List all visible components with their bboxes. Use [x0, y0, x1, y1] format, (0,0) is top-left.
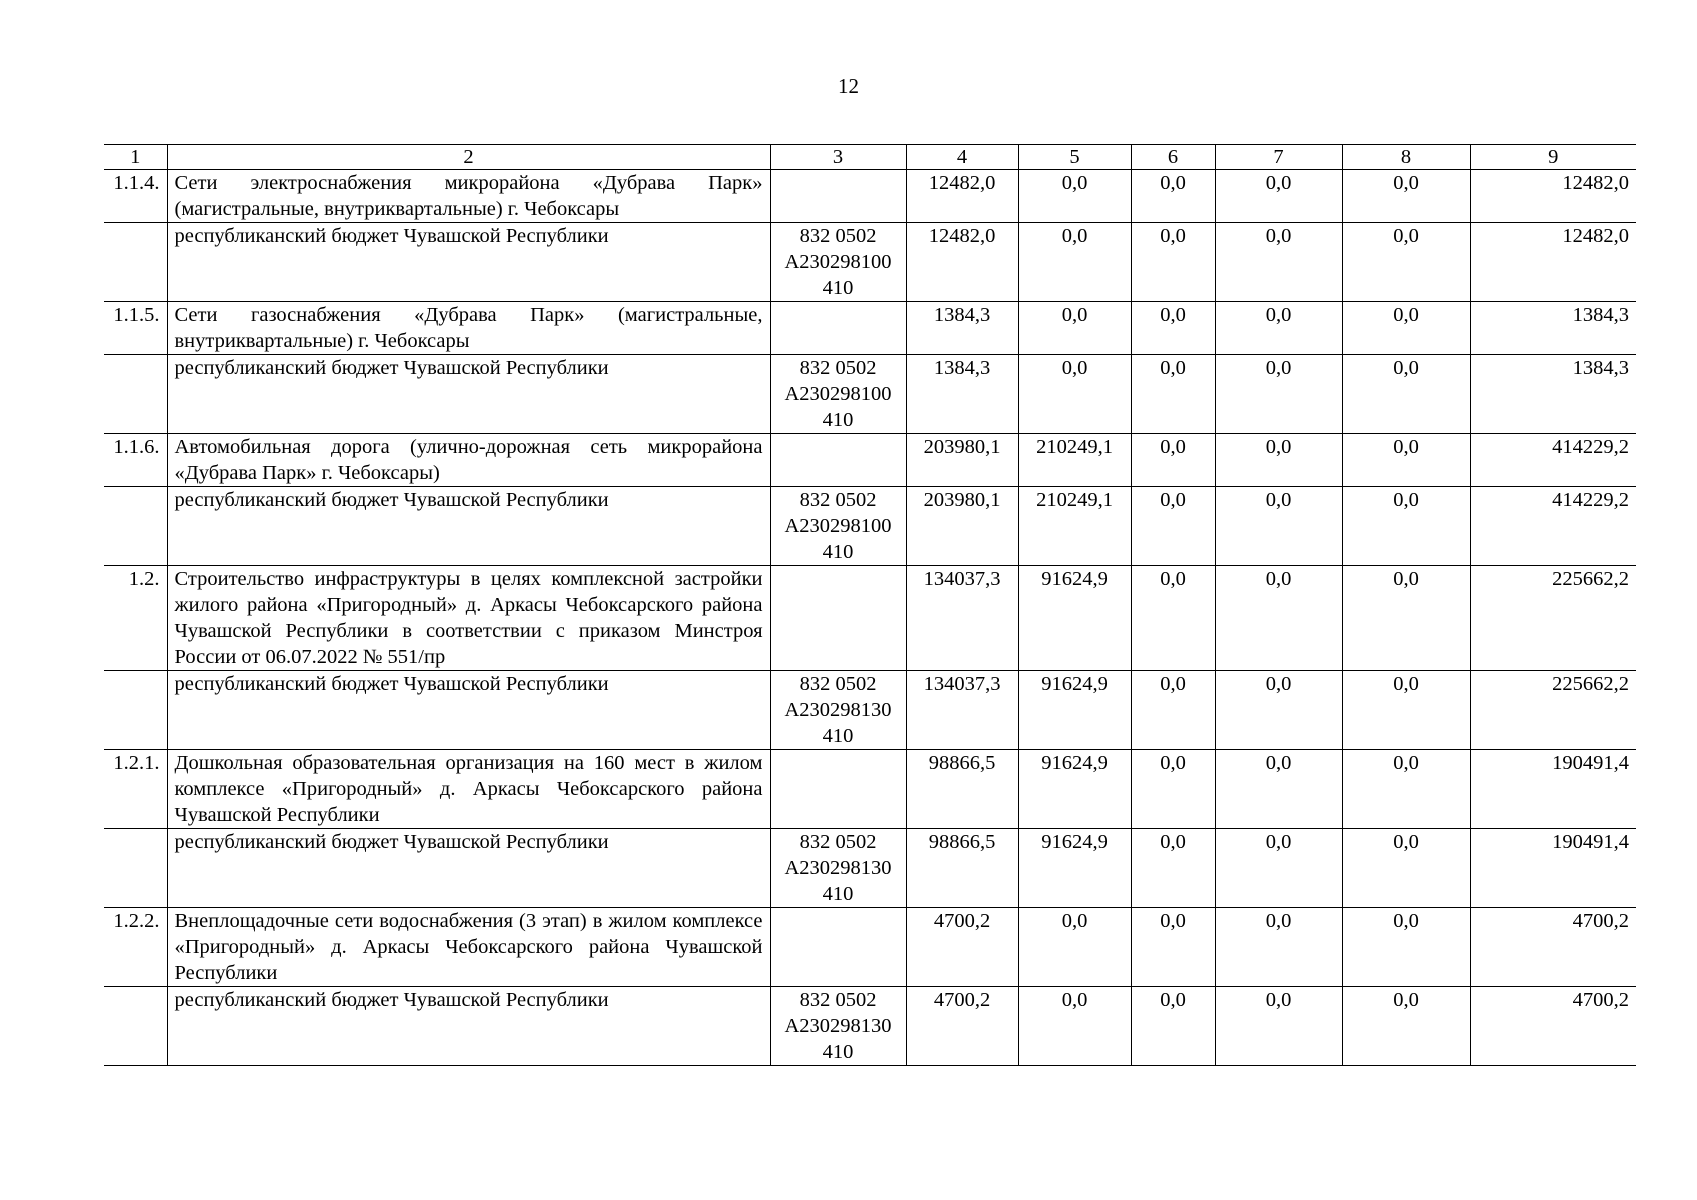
- value-col7-cell: 0,0: [1215, 829, 1342, 908]
- value-col6-cell: 0,0: [1131, 223, 1215, 302]
- budget-code-line: 832 0502: [799, 673, 877, 695]
- budget-code-line: 832 0502: [799, 357, 877, 379]
- budget-code-line: А230298100: [784, 251, 892, 273]
- item-number-cell: [104, 987, 167, 1066]
- value-col5-cell: 0,0: [1018, 302, 1131, 355]
- value-col5-cell: 210249,1: [1018, 434, 1131, 487]
- value-col8-cell: 0,0: [1342, 671, 1470, 750]
- item-number-cell: 1.1.6.: [104, 434, 167, 487]
- value-col5-cell: 0,0: [1018, 987, 1131, 1066]
- value-col5-cell: 91624,9: [1018, 750, 1131, 829]
- value-col6-cell: 0,0: [1131, 829, 1215, 908]
- value-col7-cell: 0,0: [1215, 750, 1342, 829]
- item-description-cell: республиканский бюджет Чувашской Республики: [167, 671, 770, 750]
- value-total-cell: 190491,4: [1470, 750, 1636, 829]
- value-col7-cell: 0,0: [1215, 908, 1342, 987]
- item-description-cell: республиканский бюджет Чувашской Республики: [167, 223, 770, 302]
- table-row-funding-source: [104, 355, 1636, 434]
- value-col6-cell: 0,0: [1131, 566, 1215, 671]
- value-col8-cell: 0,0: [1342, 487, 1470, 566]
- column-header-9: 9: [1470, 145, 1636, 170]
- table-body: [104, 170, 1636, 1066]
- value-col6-cell: 0,0: [1131, 750, 1215, 829]
- item-description-cell: республиканский бюджет Чувашской Республики: [167, 829, 770, 908]
- value-col4-cell: 134037,3: [906, 671, 1018, 750]
- value-col4-cell: 1384,3: [906, 355, 1018, 434]
- value-col5-cell: 91624,9: [1018, 671, 1131, 750]
- budget-code-cell: [770, 434, 906, 487]
- budget-code-line: 410: [822, 725, 854, 747]
- value-total-cell: 12482,0: [1470, 170, 1636, 223]
- item-number-cell: 1.2.1.: [104, 750, 167, 829]
- column-header-1: 1: [104, 145, 167, 170]
- value-total-cell: 4700,2: [1470, 908, 1636, 987]
- budget-code-line: А230298130: [784, 699, 892, 721]
- budget-code-line: 410: [822, 883, 854, 905]
- value-col8-cell: 0,0: [1342, 908, 1470, 987]
- column-header-8: 8: [1342, 145, 1470, 170]
- value-col4-cell: 203980,1: [906, 434, 1018, 487]
- budget-code-line: 410: [822, 1041, 854, 1063]
- budget-code-line: А230298130: [784, 1015, 892, 1037]
- column-header-5: 5: [1018, 145, 1131, 170]
- page-number: 12: [838, 74, 859, 98]
- item-number-cell: [104, 355, 167, 434]
- value-col8-cell: 0,0: [1342, 566, 1470, 671]
- value-col7-cell: 0,0: [1215, 434, 1342, 487]
- table-row-item: [104, 302, 1636, 355]
- value-col4-cell: 98866,5: [906, 750, 1018, 829]
- value-col8-cell: 0,0: [1342, 302, 1470, 355]
- value-col7-cell: 0,0: [1215, 566, 1342, 671]
- table-row-funding-source: [104, 487, 1636, 566]
- value-col5-cell: 91624,9: [1018, 829, 1131, 908]
- value-col4-cell: 12482,0: [906, 170, 1018, 223]
- item-number-cell: 1.1.4.: [104, 170, 167, 223]
- column-header-7: 7: [1215, 145, 1342, 170]
- value-col6-cell: 0,0: [1131, 355, 1215, 434]
- item-description-cell: республиканский бюджет Чувашской Республики: [167, 487, 770, 566]
- table-row-item: [104, 170, 1636, 223]
- column-header-4: 4: [906, 145, 1018, 170]
- budget-code-cell: [770, 223, 906, 302]
- value-col8-cell: 0,0: [1342, 987, 1470, 1066]
- budget-code-line: 410: [822, 409, 854, 431]
- value-col6-cell: 0,0: [1131, 671, 1215, 750]
- value-col7-cell: 0,0: [1215, 355, 1342, 434]
- item-number-cell: [104, 487, 167, 566]
- budget-code-cell: [770, 302, 906, 355]
- budget-code-line: А230298100: [784, 515, 892, 537]
- value-col7-cell: 0,0: [1215, 671, 1342, 750]
- table-row-funding-source: [104, 223, 1636, 302]
- budget-code-line: 832 0502: [799, 225, 877, 247]
- column-header-3: 3: [770, 145, 906, 170]
- value-col8-cell: 0,0: [1342, 434, 1470, 487]
- table-row-funding-source: [104, 671, 1636, 750]
- item-description-cell: Сети газоснабжения «Дубрава Парк» (магистральные, внутриквартальные) г. Чебоксары: [167, 302, 770, 355]
- value-col7-cell: 0,0: [1215, 987, 1342, 1066]
- item-number-cell: 1.2.: [104, 566, 167, 671]
- value-col4-cell: 12482,0: [906, 223, 1018, 302]
- value-total-cell: 414229,2: [1470, 434, 1636, 487]
- value-col4-cell: 134037,3: [906, 566, 1018, 671]
- table-row-funding-source: [104, 987, 1636, 1066]
- item-number-cell: [104, 829, 167, 908]
- value-col6-cell: 0,0: [1131, 434, 1215, 487]
- budget-code-cell: [770, 750, 906, 829]
- item-description-cell: республиканский бюджет Чувашской Республики: [167, 355, 770, 434]
- item-description-cell: республиканский бюджет Чувашской Республики: [167, 987, 770, 1066]
- item-description-cell: Автомобильная дорога (улично-дорожная сеть микрорайона «Дубрава Парк» г. Чебоксары): [167, 434, 770, 487]
- column-number-header-row: [104, 145, 1636, 170]
- value-total-cell: 225662,2: [1470, 671, 1636, 750]
- item-description-cell: Сети электроснабжения микрорайона «Дубрава Парк» (магистральные, внутриквартальные) г. Чебоксары: [167, 170, 770, 223]
- table-row-funding-source: [104, 829, 1636, 908]
- value-total-cell: 1384,3: [1470, 355, 1636, 434]
- value-col5-cell: 91624,9: [1018, 566, 1131, 671]
- value-col4-cell: 4700,2: [906, 908, 1018, 987]
- item-description-cell: Строительство инфраструктуры в целях комплексной застройки жилого района «Пригородный» д. Аркасы Чебоксарского района Чувашской Республики в соответствии с приказом Минстроя России от 06.07.2022 № 551/пр: [167, 566, 770, 671]
- value-col5-cell: 0,0: [1018, 355, 1131, 434]
- value-col8-cell: 0,0: [1342, 829, 1470, 908]
- value-col4-cell: 98866,5: [906, 829, 1018, 908]
- item-number-cell: 1.2.2.: [104, 908, 167, 987]
- value-col8-cell: 0,0: [1342, 355, 1470, 434]
- value-total-cell: 1384,3: [1470, 302, 1636, 355]
- value-total-cell: 190491,4: [1470, 829, 1636, 908]
- budget-code-line: 410: [822, 541, 854, 563]
- budget-code-line: 832 0502: [799, 489, 877, 511]
- budget-code-cell: [770, 829, 906, 908]
- item-description-cell: Внеплощадочные сети водоснабжения (3 этап) в жилом комплексе «Пригородный» д. Аркасы Чебоксарского района Чувашской Республики: [167, 908, 770, 987]
- item-description-cell: Дошкольная образовательная организация на 160 мест в жилом комплексе «Пригородный» д. Аркасы Чебоксарского района Чувашской Республики: [167, 750, 770, 829]
- value-total-cell: 12482,0: [1470, 223, 1636, 302]
- budget-code-cell: [770, 671, 906, 750]
- budget-code-cell: [770, 355, 906, 434]
- value-col6-cell: 0,0: [1131, 170, 1215, 223]
- value-col6-cell: 0,0: [1131, 908, 1215, 987]
- value-col7-cell: 0,0: [1215, 223, 1342, 302]
- value-col4-cell: 1384,3: [906, 302, 1018, 355]
- value-col7-cell: 0,0: [1215, 170, 1342, 223]
- value-col6-cell: 0,0: [1131, 987, 1215, 1066]
- table-row-item: [104, 434, 1636, 487]
- budget-code-line: 410: [822, 277, 854, 299]
- budget-code-cell: [770, 487, 906, 566]
- value-col6-cell: 0,0: [1131, 302, 1215, 355]
- budget-table: [104, 144, 1636, 1066]
- value-col5-cell: 0,0: [1018, 170, 1131, 223]
- value-col8-cell: 0,0: [1342, 223, 1470, 302]
- column-header-6: 6: [1131, 145, 1215, 170]
- item-number-cell: 1.1.5.: [104, 302, 167, 355]
- budget-code-line: А230298100: [784, 383, 892, 405]
- table-row-item: [104, 750, 1636, 829]
- value-col5-cell: 210249,1: [1018, 487, 1131, 566]
- value-col6-cell: 0,0: [1131, 487, 1215, 566]
- budget-code-cell: [770, 170, 906, 223]
- item-number-cell: [104, 671, 167, 750]
- budget-code-line: 832 0502: [799, 831, 877, 853]
- table-row-item: [104, 908, 1636, 987]
- value-total-cell: 4700,2: [1470, 987, 1636, 1066]
- budget-code-cell: [770, 566, 906, 671]
- value-col5-cell: 0,0: [1018, 908, 1131, 987]
- value-col5-cell: 0,0: [1018, 223, 1131, 302]
- budget-code-cell: [770, 908, 906, 987]
- budget-code-line: А230298130: [784, 857, 892, 879]
- value-total-cell: 225662,2: [1470, 566, 1636, 671]
- value-col4-cell: 203980,1: [906, 487, 1018, 566]
- table-row-item: [104, 566, 1636, 671]
- item-number-cell: [104, 223, 167, 302]
- value-col8-cell: 0,0: [1342, 750, 1470, 829]
- value-total-cell: 414229,2: [1470, 487, 1636, 566]
- budget-code-line: 832 0502: [799, 989, 877, 1011]
- value-col7-cell: 0,0: [1215, 487, 1342, 566]
- value-col8-cell: 0,0: [1342, 170, 1470, 223]
- value-col4-cell: 4700,2: [906, 987, 1018, 1066]
- value-col7-cell: 0,0: [1215, 302, 1342, 355]
- budget-code-cell: [770, 987, 906, 1066]
- column-header-2: 2: [167, 145, 770, 170]
